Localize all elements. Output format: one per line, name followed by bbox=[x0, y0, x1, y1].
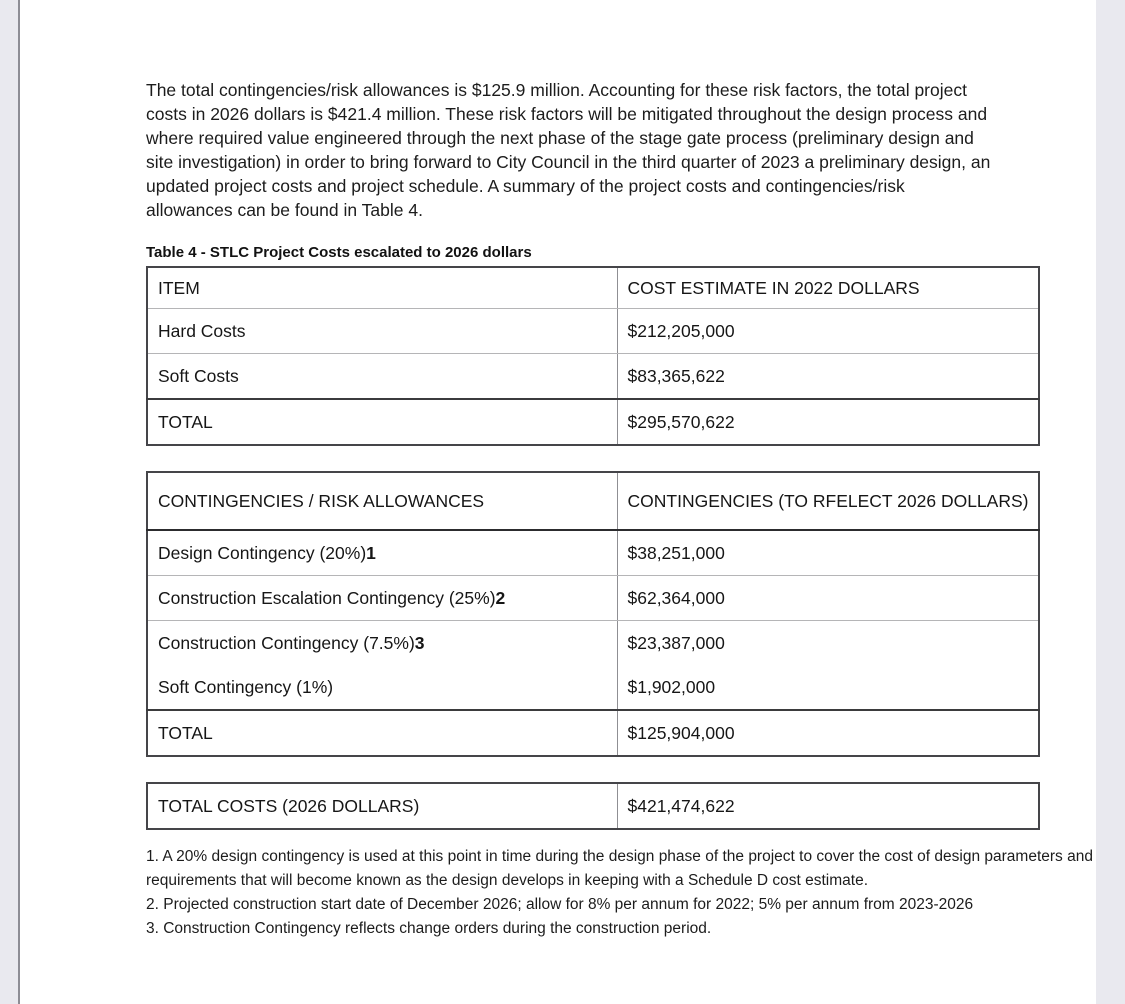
row-label-text: Construction Escalation Contingency (25%) bbox=[158, 587, 496, 608]
table-row bbox=[147, 621, 1039, 666]
table-row bbox=[147, 576, 1039, 621]
grand-total-row bbox=[147, 783, 1039, 829]
row-label-text: Soft Contingency (1%) bbox=[158, 676, 334, 697]
table-row bbox=[147, 309, 1039, 354]
row-label: Soft Costs bbox=[147, 354, 617, 400]
footnote-ref: 3 bbox=[414, 632, 425, 653]
table-row bbox=[147, 354, 1039, 400]
footnote-ref: 1 bbox=[366, 542, 376, 563]
row-value: $83,365,622 bbox=[617, 354, 1039, 400]
column-header-item: ITEM bbox=[147, 267, 617, 309]
total-value: $125,904,000 bbox=[617, 710, 1039, 756]
row-label bbox=[147, 576, 617, 621]
row-value: $62,364,000 bbox=[617, 576, 1039, 621]
row-value: $1,902,000 bbox=[617, 665, 1039, 710]
grand-total-table bbox=[146, 782, 1040, 830]
column-header-contingencies-2026: CONTINGENCIES (TO RFELECT 2026 DOLLARS) bbox=[617, 472, 1039, 530]
document-page bbox=[18, 0, 1096, 1004]
table-caption: Table 4 - STLC Project Costs escalated to 2026 dollars bbox=[146, 244, 532, 261]
table-row bbox=[147, 665, 1039, 710]
page-content bbox=[20, 0, 1096, 941]
intro-paragraph: The total contingencies/risk allowances is $125.9 million. Accounting for these risk factors, the total project costs in 2026 dollars is $421.4 million. These risk factors will be mitigated throughout the design process and where required value engineered through the next phase of the stage gate process (preliminary design and site investigation) in order to bring forward to City Council in the third quarter of 2023 a preliminary design, an updated project costs and project schedule. A summary of the project costs and contingencies/risk allowances can be found in Table 4. bbox=[146, 80, 991, 220]
row-value: $23,387,000 bbox=[627, 632, 725, 653]
footnote-ref: 2 bbox=[495, 587, 506, 608]
row-label-text: Construction Contingency (7.5%) bbox=[158, 632, 415, 653]
row-label: Hard Costs bbox=[147, 309, 617, 354]
grand-total-value: $421,474,622 bbox=[627, 795, 735, 816]
row-value: $212,205,000 bbox=[617, 309, 1039, 354]
column-header-cost-estimate: COST ESTIMATE IN 2022 DOLLARS bbox=[617, 267, 1039, 309]
total-label: TOTAL bbox=[147, 399, 617, 445]
total-label: TOTAL bbox=[147, 710, 617, 756]
row-label bbox=[147, 530, 617, 576]
contingencies-table-header-row bbox=[147, 472, 1039, 530]
costs-table-header-row bbox=[147, 267, 1039, 309]
table-row bbox=[147, 530, 1039, 576]
contingencies-table bbox=[146, 471, 1040, 757]
footnote: 2. Projected construction start date of December 2026; allow for 8% per annum for 2022; 5% per annum from 2023-2026 bbox=[146, 896, 974, 913]
row-label-text: Design Contingency (20%) bbox=[158, 542, 367, 563]
row-value: $38,251,000 bbox=[617, 530, 1039, 576]
total-row bbox=[147, 399, 1039, 445]
total-row bbox=[147, 710, 1039, 756]
row-label bbox=[147, 621, 617, 666]
footnote: 3. Construction Contingency reflects change orders during the construction period. bbox=[146, 920, 712, 937]
footnotes-section bbox=[146, 845, 1108, 941]
total-value: $295,570,622 bbox=[617, 399, 1039, 445]
row-label bbox=[147, 665, 617, 710]
costs-table bbox=[146, 266, 1040, 446]
footnote: 1. A 20% design contingency is used at this point in time during the design phase of the project to cover the cost of design parameters and requirements that will become known as the design develops in keeping with a Schedule D cost estimate. bbox=[146, 848, 1093, 889]
column-header-contingencies: CONTINGENCIES / RISK ALLOWANCES bbox=[147, 472, 617, 530]
grand-total-label: TOTAL COSTS (2026 DOLLARS) bbox=[147, 783, 617, 829]
